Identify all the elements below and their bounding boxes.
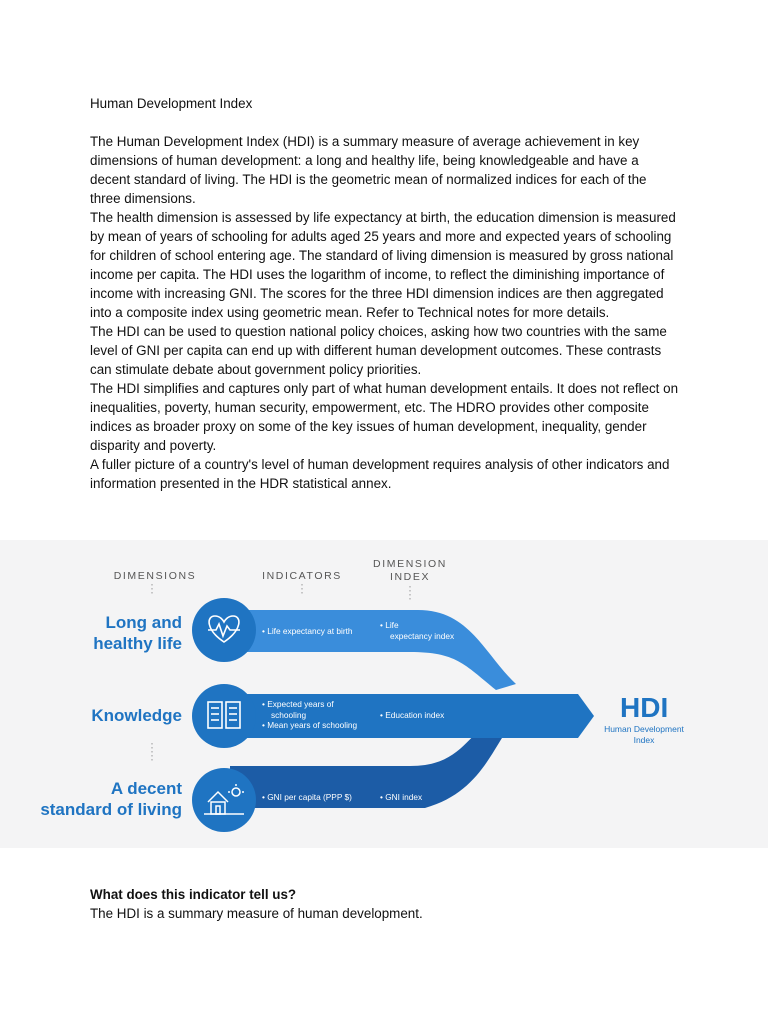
- body-text: [90, 132, 680, 493]
- paragraph: A fuller picture of a country's level of human development requires analysis of other indicators and information presented in the HDR statistical annex.: [90, 457, 670, 491]
- header-dimension-index-1: DIMENSION: [373, 558, 447, 570]
- hdi-diagram: [0, 540, 768, 848]
- paragraph: The HDI can be used to question national policy choices, asking how two countries with the same level of GNI per capita can end up with different human development outcomes. These contrasts can stimulate debate about government policy priorities.: [90, 324, 667, 377]
- indicator-health: • Life expectancy at birth: [262, 626, 353, 636]
- living-circle: [192, 768, 256, 832]
- paragraph: The HDI simplifies and captures only part of what human development entails. It does not reflect on inequalities, poverty, human security, empowerment, etc. The HDRO provides other composite indices as broader proxy on some of the key issues of human development, inequality, gender disparity and poverty.: [90, 381, 679, 453]
- header-indicators: INDICATORS: [262, 570, 342, 582]
- health-band: [230, 610, 516, 690]
- index-knowledge: • Education index: [380, 710, 445, 720]
- index-living: • GNI index: [380, 792, 423, 802]
- section-answer: The HDI is a summary measure of human development.: [90, 906, 423, 921]
- header-dimension-index-2: INDEX: [389, 571, 431, 583]
- header-dimensions: DIMENSIONS: [113, 570, 197, 582]
- paragraph: The Human Development Index (HDI) is a summary measure of average achievement in key dimensions of human development: a long and healthy life, being knowledgeable and have a decent standard of living. The HDI is the geometric mean of normalized indices for each of the three dimensions.: [90, 134, 647, 206]
- hdi-title: HDI: [620, 692, 669, 723]
- health-circle: [192, 598, 256, 662]
- dimension-living: A decent standard of living: [40, 779, 182, 819]
- section-question: What does this indicator tell us?: [90, 887, 297, 902]
- hdi-subtitle: Human Development Index: [604, 724, 684, 745]
- dimension-knowledge: Knowledge: [91, 706, 182, 725]
- dimension-health: Long and healthy life: [93, 613, 182, 653]
- indicator-knowledge: • Expected years of schooling • Mean years of schooling: [262, 699, 358, 730]
- document-title: Human Development Index: [90, 96, 253, 111]
- index-health: • Life expectancy index: [380, 620, 455, 641]
- paragraph: The health dimension is assessed by life expectancy at birth, the education dimension is measured by mean of years of schooling for adults aged 25 years and more and expected years of schooling for children of school entering age. The standard of living dimension is measured by gross national income per capita. The HDI uses the logarithm of income, to reflect the diminishing importance of income with increasing GNI. The scores for the three HDI dimension indices are then aggregated into a composite index using geometric mean. Refer to Technical notes for more details.: [90, 210, 676, 320]
- knowledge-circle: [192, 684, 256, 748]
- indicator-living: • GNI per capita (PPP $): [262, 792, 352, 802]
